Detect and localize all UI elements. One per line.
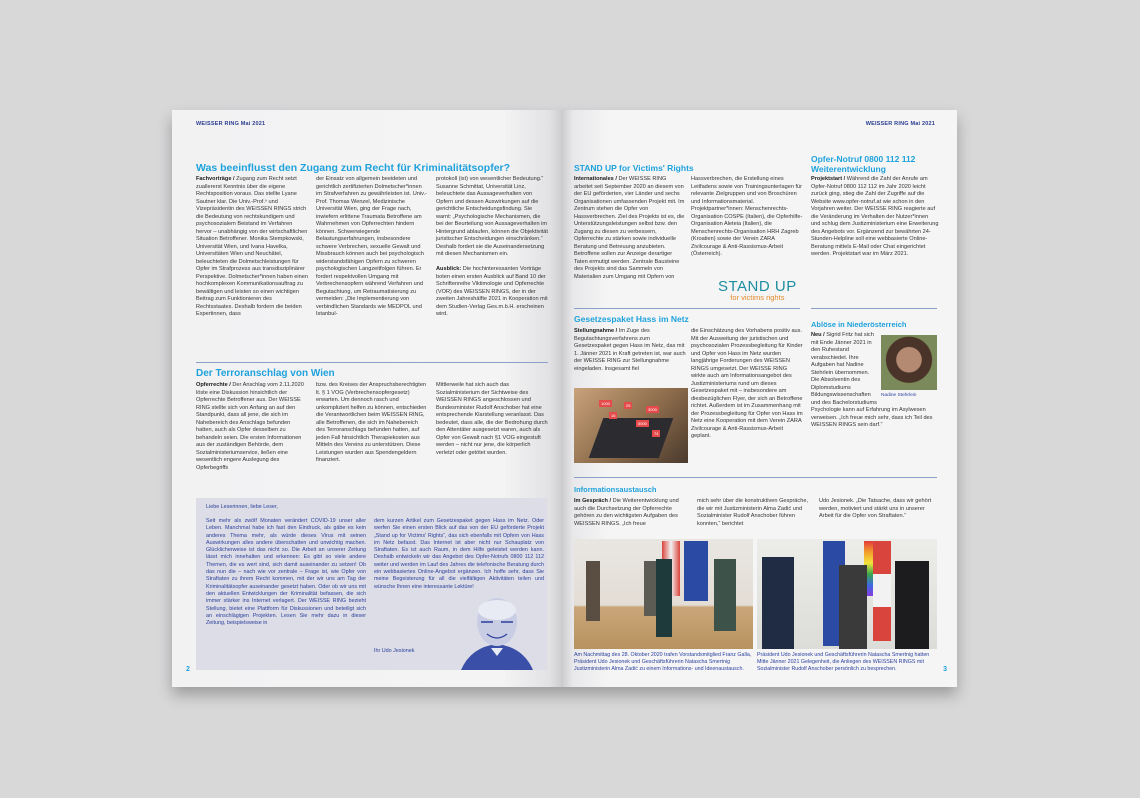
person bbox=[762, 557, 794, 649]
page-left bbox=[172, 110, 561, 687]
lead-ausblick: Ausblick: bbox=[436, 266, 462, 272]
letter-signature: Ihr Udo Jesionek bbox=[374, 648, 415, 654]
person bbox=[656, 559, 672, 637]
person bbox=[839, 565, 867, 649]
running-head-right: WEISSER RING Mai 2021 bbox=[865, 121, 935, 127]
social-badge: 3000 bbox=[648, 407, 657, 412]
lead-fachvortraege: Fachvorträge / bbox=[196, 176, 235, 182]
article-title-informationsaustausch: Informationsaustausch bbox=[574, 485, 657, 494]
article2-col2: bzw. des Kreises der Anspruchsberechtigten lt. § 1 VOG (Verbrechensopfergesetz) erwarten. Um dennoch rasch und unkompliziert helfen zu können, entschieden die Verantwortlichen beim WEISSEN RING, alle Betroffenen, die sich im Nahebereich des Terroranschlags befunden hatten, auf jeden Fall hinsichtlich Therapiekosten aus Mitteln des Vereins zu unterstützen. Diese Leistungen wurden aus Spendengeldern finanziert. bbox=[316, 382, 427, 463]
divider bbox=[196, 362, 548, 363]
photo-caption-1: Am Nachmittag des 28. Oktober 2020 trafen Vorstandsmitglied Franz Galla, Präsident Udo Jesionek und Geschäftsführerin Natascha Smertnig Justizministerin Alma Zadić zu einem Informations- und Ideenaustausch. bbox=[574, 652, 752, 672]
social-badge: 5000 bbox=[638, 421, 647, 426]
photo-caption: Nadine Stehrlein bbox=[881, 393, 917, 398]
social-badge: 74 bbox=[654, 431, 659, 436]
article-title-terroranschlag: Der Terroranschlag von Wien bbox=[196, 368, 335, 379]
article1-col2: der Einsatz von allgemein beeideten und gerichtlich zertifizierten Dolmetscher*innen im Strafverfahren zu gewährleisten ist. Univ.-Prof. Thomas Wenzel, Medizinische Universität Wien, ging der Frage nach, inwiefern erlittene Traumata Betroffene am Wahrnehmen von Opferrechten hindern können. Schwerwiegende Belastungserfahrungen, insbesondere schwere Verbrechen, sexuelle Gewalt und Missbrauch können auch bei psychologisch widerstandsfähigen Opfern zu schweren psychologischen Langzeitfolgen führen. Er fordert respektvollen Umgang mit Verbrechensopfern während Verfahren und Begutachtung, um Retraumatisierung zu vermeiden: „Die Implementierung von verbindlichen Standards wie MEDPOL und Istanbul- bbox=[316, 176, 427, 317]
article-title-opfer-notruf: Opfer-Notruf 0800 112 112 Weiterentwicklung bbox=[811, 154, 916, 174]
person bbox=[586, 561, 600, 621]
article-title-abloese: Ablöse in Niederösterreich bbox=[811, 320, 907, 329]
social-badge: 1000 bbox=[601, 401, 610, 406]
article6-text: Neu / Sigrid Fritz hat sich mit Ende Jänner 2021 in den Ruhestand verabschiedet. Ihre Aufgaben hat Nadine Stehrlein übernommen. Die Absolventin des Diplomstudiums Bildungswissenschaften und des Bachelorstudiums Psychologie kann auf Erfahrung im Asylwesen verweisen. „Ich freue mich sehr, dass ich Teil des WEISSEN RINGS sein darf.“ bbox=[811, 332, 933, 428]
person bbox=[644, 561, 656, 616]
social-badge: 16 bbox=[611, 413, 616, 418]
page-right bbox=[561, 110, 957, 687]
magazine-spread bbox=[172, 110, 957, 687]
article1-col1: Fachvorträge / Zugang zum Recht setzt zuallererst Kenntnis über die eigene Rechtsposition voraus. Das stellte Lyane Sautner klar. Die Univ.-Prof.ⁿ und Vizepräsidentin des WEISSEN RINGS strich die Bedeutung von rechtskundigem und psychosozialem Beistand im Verfahren hervor – unabhängig von der wirtschaftlichen Situation Betroffener. Monika Stempkowski, Universität Wien, und Ivana Havelka, Universitäten Wien und Neuchâtel, beleuchteten die Dolmetschleistungen für Opfer im Strafprozess aus transdisziplinärer Perspektive. Dolmetscher*innen haben einen hochkomplexen Kommunikationsauftrag zu bewältigen und leisten so einen wichtigen Beitrag zum Funktionieren des Rechtsstaates. Deshalb fordern die beiden Expertinnen, dass bbox=[196, 176, 308, 317]
person bbox=[895, 561, 929, 649]
article7-col1: Im Gespräch / Die Weiterentwicklung und auch die Durchsetzung der Opferrechte gehören zu den wichtigsten Aufgaben des WEISSEN RINGS. „Ich freue bbox=[574, 498, 679, 527]
article3-col1: Internationales / Der WEISSE RING arbeitet seit September 2020 an diesem von der EU geförderten, vier Länder und sechs Organisationen umfassenden Projekt mit. Im Zentrum stehen die Opfer von Hassverbrechen. Ziel des Projekts ist es, die Unterstützungsleistungen selbst bzw. den Zugang zu diesen zu verbessern, Opferrechte zu stärken sowie individuelle Beratung und Betreuung anzubieten. Betroffene sollen zur Anzeige derartiger Taten ermutigt werden. Zentrale Bausteine des Projekts sind das Sammeln von Materialien zum Umgang mit Opfern von bbox=[574, 176, 685, 280]
page-number-left: 2 bbox=[186, 666, 190, 673]
article3-col2: Hassverbrechen, die Erstellung eines Leitfadens sowie von Trainingsunterlagen für relevante Zielgruppen und von Broschüren und Informationsmaterial. Projektpartner*innen: Menschenrechts-Organisation COSPE (Italien), die Opferhilfe-Organisation Aleteia (Italien), die Menschenrechts-Organisation HRH Zagreb (Kroatien) sowie der Verein ZARA Zivilcourage & Anti-Rassismus-Arbeit (Österreich). bbox=[691, 176, 803, 257]
meeting-photo-sozialminister bbox=[757, 539, 937, 649]
laptop-photo bbox=[574, 388, 688, 463]
article2-col1: Opferrechte / Der Anschlag vom 2.11.2020 löste eine Diskussion hinsichtlich der Opferrechte Betroffener aus. Der WEISSE RING stellte sich von Anfang an auf den Standpunkt, dass all jene, die sich im Nahebereich des Anschlags befunden hatten, auch als Opfer desselben zu behandeln seien. Die ersten Informationen aus der zuständigen Behörde, dem Sozialministeriumservice, ließen eine wesentlich engere Auslegung des Opferbegriffs bbox=[196, 382, 304, 471]
article-title-standup: STAND UP for Victims' Rights bbox=[574, 163, 694, 173]
divider bbox=[811, 308, 937, 309]
article5-col2: die Einschätzung des Vorhabens positiv aus. Mit der Ausweitung der juristischen und psychosozialen Prozessbegleitung für Kinder und Opfer von Hass im Netz wurden langjährige Forderungen des WEISSEN RINGS umgesetzt. Der WEISSE RING wirkte auch am Informationsangebot des Justizministeriums rund um dieses Gesetzespaket mit – insbesondere am diesbezüglichen Flyer, der sich an Betroffene richtet. Außerdem ist im Zusammenhang mit der Prozessbegleitung für Opfer von Hass im Netz eine Kooperation mit dem Verein ZARA Zivilcourage & Anti-Rassismus-Arbeit geplant. bbox=[691, 328, 803, 439]
laptop-keyboard bbox=[589, 418, 674, 458]
article5-col1: Stellungnahme / Im Zuge des Begutachtungsverfahrens zum Gesetzespaket gegen Hass im Netz, das mit 1. Jänner 2021 in Kraft getreten ist, war auch der WEISSE RING zur Stellungnahme eingeladen. Insgesamt fiel bbox=[574, 328, 686, 372]
letter-col1: Seit mehr als zwölf Monaten verändert COVID-19 unser aller Leben. Manchmal habe ich fast den Eindruck, als gäbe es kein anderes Thema mehr, als würde dieses Virus mit seinen Auswirkungen alles andere überschatten und unwichtig machen. Glücklicherweise ist das nicht so. Die Arbeit an unserer Zeitung lässt mich innehalten und erkennen: Es gibt so viele andere Themen, die es wert sind, sich damit auseinander zu setzen! Ob das nun die – nach wie vor zentrale – Frage ist, wie Opfer von Straftaten zu ihrem Recht kommen, mit der wir uns am Tag der Kriminalitätsopfer auseinander gesetzt haben. Oder ob wir uns mit den aktuellen Entwicklungen der Kriminalität befassen, die sich immer stärker ins Internet verlagert. Der WEISSE RING bezieht Stellung, bietet eine Plattform für Diskussionen und beteiligt sich an einschlägigen Projekten. Lesen Sie mehr dazu in dieser Zeitung, beispielsweise in bbox=[206, 518, 366, 627]
social-badge: 25 bbox=[626, 403, 631, 408]
article1-col3: protokoll (ist) von wesentlicher Bedeutung.“ Susanne Schmittat, Universität Linz, beleuchtete das Aussageverhalten von Opfern und dessen Auswirkungen auf die gerichtliche Entscheidungsfindung. Sie warnt: „Psychologische Mechanismen, die bei der Beurteilung von Aussageverhalten im Hintergrund ablaufen, können die Objektivität juristischer Entscheidungen einschränken.“ Deshalb fordert sie die Auseinandersetzung mit diesen Mechanismen ein. Ausblick: Die hochinteressanten Vorträge boten einen ersten Ausblick auf Band 10 der Schriftenreihe Viktimologie und Opferrechte (VOR) des WEISSEN RINGS, der in der zweiten Jahreshälfte 2021 in Kooperation mit dem Studien-Verlag Ges.m.b.H. erscheinen wird. bbox=[436, 176, 548, 317]
standup-logo: STAND UP for victims rights bbox=[718, 278, 797, 302]
austria-flag bbox=[873, 541, 891, 641]
eu-flag bbox=[684, 541, 708, 601]
running-head-left: WEISSER RING Mai 2021 bbox=[196, 121, 266, 127]
editorial-letter bbox=[196, 498, 547, 670]
page-number-right: 3 bbox=[943, 666, 947, 673]
article2-col3: Mittlerweile hat sich auch das Sozialministerium der Sichtweise des WEISSEN RINGS angeschlossen und Bundesminister Rudolf Anschober hat eine entsprechende Klarstellung veranlasst. Das bedeutet, dass alle, die der Bedrohung durch den Attentäter ausgesetzt waren, auch als Opfer von Gewalt nach §1 VOG eingestuft werden – nicht nur jene, die körperlich verletzt oder getötet wurden. bbox=[436, 382, 548, 456]
article-title-zugang: Was beeinflusst den Zugang zum Recht für Kriminalitätsopfer? bbox=[196, 162, 511, 174]
divider bbox=[574, 477, 937, 478]
person bbox=[714, 559, 736, 631]
divider bbox=[574, 308, 800, 309]
letter-col2: dem kurzen Artikel zum Gesetzespaket gegen Hass im Netz. Oder werfen Sie einen ersten Blick auf das von der EU geförderte Projekt „Stand up for Victims' Rights“, das sich ebenfalls mit Opfern von Hass im Netz befasst. Das Internet ist aber nicht nur Schauplatz von Straftaten. Es ist auch Raum, in dem Hilfe geleistet werden kann. Deshalb entwickeln wir das Angebot des Opfer-Notrufs 0800 112 112 weiter und werden im Lauf des Jahres die telefonische Beratung durch ein webbasiertes Online-Angebot ergänzen. Ich hoffe sehr, dass Sie meine Begeisterung für all die vielfältigen Aktivitäten teilen und wünsche Ihnen eine interessante Lektüre! bbox=[374, 518, 544, 590]
article4-text: Projektstart / Während die Zahl der Anrufe am Opfer-Notruf 0800 112 112 im Jahr 2020 leicht zurück ging, stieg die Zahl der Zugriffe auf die Website www.opfer-notruf.at wie schon in den Vorjahren weiter. Der WEISSE RING reagierte auf die Veränderung im Verhalten der Nutzer*innen und schlug dem Justizministerium eine Erweiterung des Angebots vor. Ergänzend zur bewährten 24-Stunden-Helpline soll eine webbasierte Online-Beratung mittels E-Mail oder Chat eingerichtet werden. Projektstart war im März 2021. bbox=[811, 176, 939, 257]
article-title-hass-im-netz: Gesetzespaket Hass im Netz bbox=[574, 314, 689, 324]
article7-col3: Udo Jesionek. „Die Tatsache, dass wir gehört werden, motiviert und stärkt uns in unserer Arbeit für die Opfer von Straftaten.“ bbox=[819, 498, 932, 519]
letter-greeting: Liebe Leserinnen, liebe Leser, bbox=[206, 504, 278, 510]
author-portrait bbox=[451, 592, 543, 670]
article7-col2: mich sehr über die konstruktiven Gespräche, die wir mit Justizministerin Alma Zadić und Sozialminister Rudolf Anschober führen konnten,“ berichtet bbox=[697, 498, 808, 527]
photo-caption-2: Präsident Udo Jesionek und Geschäftsführerin Natascha Smertnig hatten Mitte Jänner 2021 Gelegenheit, die Anliegen des WEISSEN RINGS mit Sozialminister Rudolf Anschober persönlich zu besprechen. bbox=[757, 652, 930, 672]
meeting-photo-justizministerin bbox=[574, 539, 753, 649]
